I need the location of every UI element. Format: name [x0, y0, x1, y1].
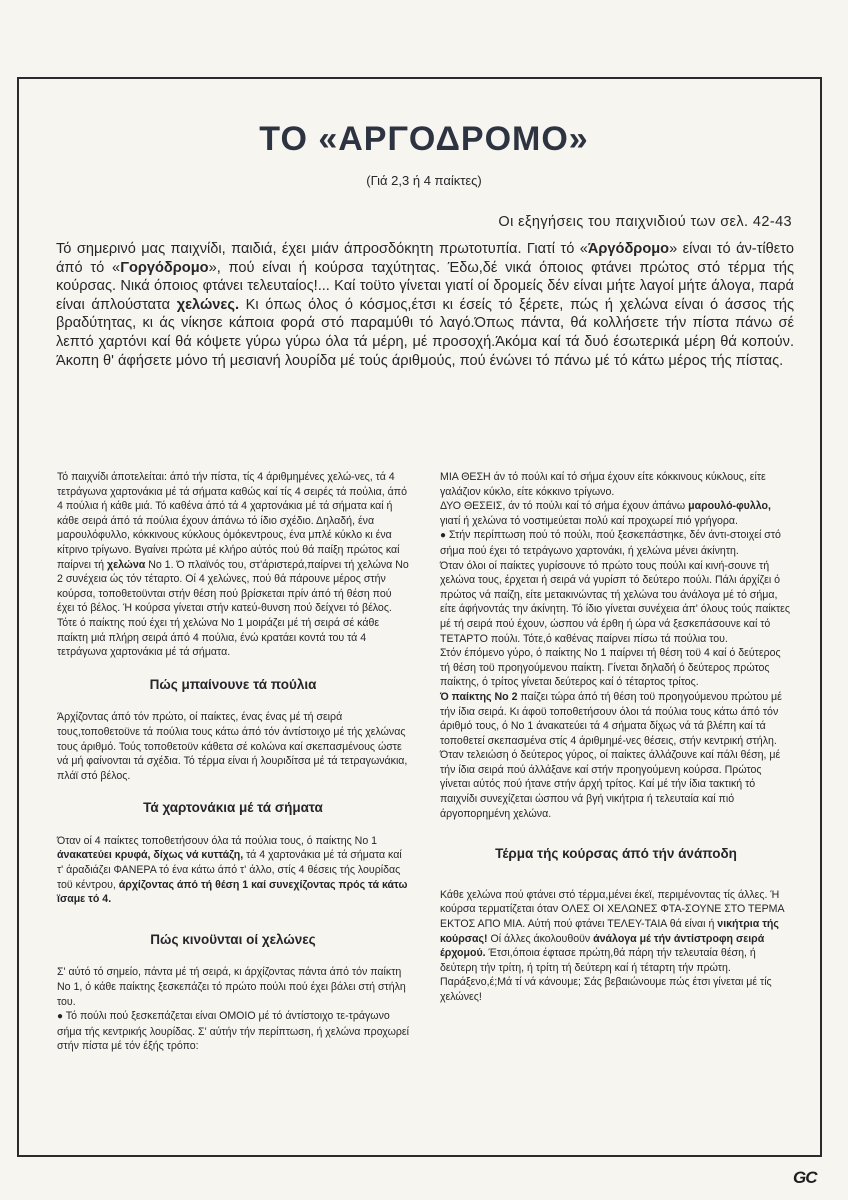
text: Οί άλλες άκολουθοϋν [487, 932, 594, 945]
rules-paragraph: Όταν τελειώση ό δεύτερος γύρος, οί παίκτες άλλάζουνε καί πάλι θέση, μέ τήν ίδια σειρά πού άλλάξανε καί στήν προηγούμενη κούρσα. Πρώτος γίνεται αύτός πού ήτανε στήν άρχή τρίτος. Καί μέ τήν ίδια τακτική τό παιχνίδι συνεχίζεται ώσπου νά βγή νικήτρια ή τελευταία καί πιό άργοπορημένη χελώνα. [440, 749, 781, 820]
text: Τό πούλι πού ξεσκεπάζεται είναι ΟΜΟΙΟ μέ τό άντίστοιχο τε-τράγωνο σήμα τής κεντρικής λουρίδας. Σ' αύτήν τήν περίπτωση, ή χελώνα προχωρεί στήν πίστα μέ τόν έξής τρόπο: [57, 1010, 409, 1053]
text: Κάθε χελώνα πού φτάνει στό τέρμα,μένει έκεϊ, περιμένοντας τίς άλλες. Ή κούρσα τερματίζεται όταν ΟΛΕΣ ΟΙ ΧΕΛΩΝΕΣ ΦΤΑ-ΣΟΥΝΕ ΣΤΟ ΤΕΡΜΑ ΕΚΤΟΣ ΑΠΟ ΜΙΑ. Αύτή πού φτάνει ΤΕΛΕΥ-ΤΑΙΑ θά είναι ή [440, 888, 784, 931]
bold-text: άρχίζοντας άπό τή θέση 1 καί συνεχίζοντας πρός τά κάτω ϊσαμε τό 4. [57, 878, 408, 906]
text: παίζει τώρα άπό τή θέση τοϋ προηγούμενου πρώτου μέ τήν ίδια σειρά. Κι άφοϋ τοποθετήσουν όλοι τά πούλια τους κάτω άπό τόν άριθμό τους, ό Νο 1 άνακατεύει τά 4 σήματα δίχως νά τά βλέπη καί τά τοποθετεί σκεπασμένα στίς 4 άριθμημέ-νες θέσεις, στήν κεντρική στήλη. [440, 690, 782, 747]
rules-paragraph [57, 1009, 409, 1054]
rules-paragraph: Παράξενο,έ;Μά τί νά κάνουμε; Σάς βεβαιώνουμε πώς έτσι γίνεται μέ τίς χελώνες! [440, 976, 772, 1003]
bold-text: νικήτρια τής κούρσας! [440, 918, 779, 945]
rules-paragraph: ΜΙΑ ΘΕΣΗ άν τό πούλι καί τό σήμα έχουν είτε κόκκινους κύκλους, είτε γαλάζιον κύκλο, είτε κόκκινο τρίγωνο. [440, 471, 766, 498]
text: ΔΥΟ ΘΕΣΕΙΣ, άν τό πούλι καί τό σήμα έχουν άπάνω [440, 500, 689, 513]
bullet-icon: ● [57, 1011, 64, 1023]
intro-text: », πού είναι ή κούρσα ταχύτητας. Έδω,δέ νικά όποιος φτάνει πρώτος στό τέρμα τής κούρσας. Νικά όποιος φτάνει τελευταίος!... Καί τοϋτο γίνεται γιατί οί δρομείς δέν είναι μήτε λαγοί μήτε άλογα, παρά είναι άπλούστατα [56, 259, 795, 313]
intro-text: » είναι τό άν-τίθετο άπό τό « [56, 241, 794, 276]
explanations-note: Οι εξηγήσεις του παιχνιδιού των σελ. 42-43 [498, 214, 792, 230]
rules-paragraph: Σ' αύτό τό σημείο, πάντα μέ τή σειρά, κι άρχίζοντας πάντα άπό τόν παίκτη Νο 1, ό κάθε παίκτης ξεσκεπάζει τό πρώτο πούλι πού έχει βάλει στή στήλη του. [57, 966, 406, 1008]
bullet-icon: ● [440, 530, 447, 542]
bold-text: μαρουλό-φυλλο, [688, 500, 771, 513]
intro-text: Τό σημερινό μας παιχνίδι, παιδιά, έχει μιάν άπροσδόκητη πρωτοτυπία. Γιατί τό « [56, 241, 588, 257]
bold-text: Ό παίκτης Νο 2 [440, 690, 518, 703]
intro-bold-gorgodromo: Γοργόδρομο [120, 259, 209, 276]
text: τά 4 χαρτονάκια μέ τά σήματα καί τ' άραδιάζει ΦΑΝΕΡΑ τό ένα κάτω άπό τ' άλλο, στίς 4 θέσεις τής λουρίδας τοϋ κέντρου, [57, 849, 402, 891]
text: Έτσι,όποια έφτασε πρώτη,θά πάρη τήν τελευταία θέση, ή δεύτερη τήν τρίτη, ή τρίτη τή δεύτερη καί ή τέταρτη τήν πρώτη. [440, 947, 756, 974]
rules-paragraph [440, 499, 792, 528]
intro-paragraph [56, 240, 794, 370]
right-column [440, 470, 792, 1005]
text: Νο 1. Ό πλαϊνός του, στ'άριστερά,παίρνει τή χελώνα Νο 2 συνέχεια ώς τόν τέταρτο. Οί 4 χελώνες, πού θά πάρουνε μέρος στήν κούρσα, τοποθετοϋνται στήν θέση πού βρίσκεται πρίν άπό τή θέση πού έχει τό βέλος. Ή κούρσα γίνεται στήν κατεύ-θυνση πού δείχνει τό βέλος. [57, 558, 409, 615]
logo: GC [793, 1168, 817, 1187]
page-title: ΤΟ «ΑΡΓΟΔΡΟΜΟ» [259, 120, 589, 158]
text: Στήν περίπτωση πού τό πούλι, πού ξεσκεπάστηκε, δέν άντι-στοιχεί στό σήμα πού έχει τό τετράγωνο χαρτονάκι, ή χελώνα μένει άκίνητη. [440, 529, 781, 557]
intro-bold-chelones: χελώνες. [176, 296, 239, 313]
rules-paragraph: Όταν όλοι οί παίκτες γυρίσουνε τό πρώτο τους πούλι καί κινή-σουνε τή χελώνα τους, έρχεται ή σειρά νά γυρίσπ τό δεύτερο πούλι. Πάλι άρχίζει ό πρώτος νά παίζη, είτε μετακινώντας τή χελώνα του άνάλογα μέ τό σήμα, είτε άφήνοντάς την άκίνητη. Τό ίδιο γίνεται συνέχεια άπ' όλους τούς παίκτες μέ τή σειρά πού έχουν, ώσπου νά έρθη ή ώρα νά ξεσκεπάσουνε καί τό ΤΕΤΑΡΤΟ πούλι. Τότε,ό καθένας παίρνει πίσω τά πούλια του. [440, 559, 790, 645]
section-heading: Τέρμα τής κούρσας άπό τήν άνάποδη [495, 846, 737, 862]
rules-paragraph [440, 690, 792, 748]
rules-paragraph [57, 470, 409, 616]
rules-paragraph [57, 834, 409, 907]
bold-text: χελώνα [107, 558, 146, 571]
text: Όταν οί 4 παίκτες τοποθετήσουν όλα τά πούλια τους, ό παίκτης Νο 1 [57, 834, 378, 847]
intro-text: Κι όπως όλος ό κόσμος,έτσι κι έσείς τό ξέρετε, πώς ή χελώνα είναι ό άσσος τής βραδύτητας, κι άς νίκησε κάποια φορά στό παραμύθι τό λαγό.Όπως πάντα, θά κολλήσετε τήν πίστα πάνω σέ λεπτό χαρτόνι καί θά κόψετε γύρω γύρω όλα τά μέρη, μέ προσοχή.Άκόμα καί τά δυό έσωτερικά μέρη θά κοπούν. Άκοπη θ' άφήσετε μόνο τή μεσιανή λουρίδα μέ τούς άριθμούς, πού ένώνει τό πάνω μέ τό κάτω μέρος τής πίστας. [56, 296, 795, 369]
rules-paragraph: Τότε ό παίκτης πού έχει τή χελώνα Νο 1 μοιράζει μέ τή σειρά σέ κάθε παίκτη μιά πλήρη σειρά άπό 4 πούλια, ένώ κρατάει κοντά του τά 4 τετράγωνα χαρτονάκια μέ τά σήματα. [57, 616, 380, 659]
bold-text: άνάλογα μέ τήν άντίστροφη σειρά έρχομού. [440, 932, 765, 960]
rules-paragraph: Άρχίζοντας άπό τόν πρώτο, οί παίκτες, ένας ένας μέ τή σειρά τους,τοποθετοϋνε τά πούλια τους κάτω άπό τόν άντίστοιχο μέ τής χελώνας τους άριθμό. Τούς τοποθετοϋν κάθετα σέ κολώνα καί σκεπασμένους ώστε νά μή φαίνονται τά σχέδια. Τό τέρμα είναι ή λουριδίτσα μέ τά τετραγωνάκια, πλάϊ στό βέλος. [57, 711, 408, 782]
rules-paragraph: Στόν έπόμενο γύρο, ό παίκτης Νο 1 παίρνει τή θέση τοϋ 4 καί ό δεύτερος τή θέση τοϋ προηγούμενου παίκτη. Γίνεται δηλαδή ό δεύτερος πρώτος παίκτης, ό τρίτος γίνεται δεύτερος καί ό τέταρτος τρίτος. [440, 647, 781, 689]
bold-text: άνακατεύει κρυφά, δίχως νά κυττάζη, [57, 849, 244, 862]
left-column [57, 470, 409, 1054]
text: Τό παιχνίδι άποτελείται: άπό τήν πίστα, τίς 4 άριθμημένες χελώ-νες, τά 4 τετράγωνα χαρτονάκια μέ τά σήματα καθώς καί τίς 4 σειρές τά πούλια, άπό 4 πούλια ή κάθε μιά. Τό καθένα άπό τά 4 χαρτονάκια μέ τά σήματα καί ή κάθε σειρά άπό τά πούλια έχουν άπάνω τό ίδιο σχέδιο. Δηλαδή, ένα μαρουλόφυλλο, κόκκινους κύκλους όμόκεντρους, ένα μπλέ κύκλο κι ένα κίτρινο τρίγωνο. Βγαίνει πρώτα μέ κλήρο αύτός πού θά παίξη πρώτος καί παίρνει τή [57, 471, 408, 571]
intro-bold-argodromo: Άργόδρομο [587, 241, 670, 257]
rules-paragraph [440, 528, 792, 558]
section-heading: Πώς μπαίνουνε τά πούλια [149, 676, 317, 692]
section-heading: Τά χαρτονάκια μέ τά σήματα [143, 800, 323, 816]
section-heading: Πώς κινοϋνται οί χελώνες [150, 931, 316, 947]
page-subtitle: (Γιά 2,3 ή 4 παίκτες) [366, 173, 482, 188]
rules-paragraph [440, 888, 792, 976]
text: γιατί ή χελώνα τό νοστιμεύεται πολύ καί προχωρεί πιό γρήγορα. [440, 514, 738, 527]
